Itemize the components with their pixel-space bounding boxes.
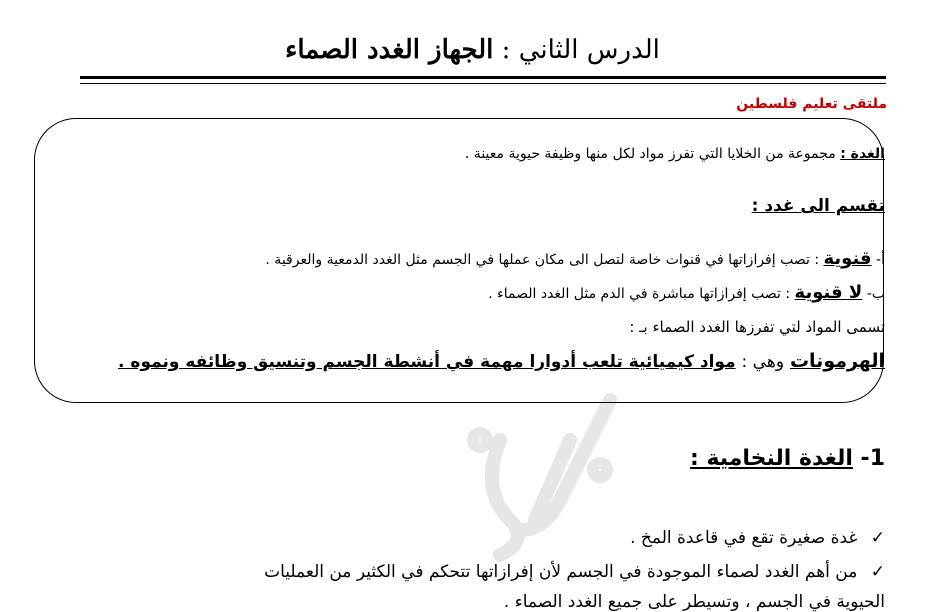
type-a-marker: أ- bbox=[876, 252, 885, 268]
hormone-definition bbox=[118, 350, 885, 372]
bullet-2-continuation: الحيوية في الجسم ، وتسيطر على جميع الغدد الصماء . bbox=[503, 592, 885, 612]
page-title bbox=[0, 30, 945, 70]
watermark-logo bbox=[440, 380, 640, 570]
check-icon: ✓ bbox=[870, 562, 885, 582]
section-number: 1- bbox=[860, 446, 885, 471]
title-main: الجهاز الغدد الصماء bbox=[285, 35, 494, 65]
gland-term: الغدة : bbox=[840, 146, 885, 162]
bullet-2 bbox=[264, 562, 885, 582]
title-prefix: الدرس الثاني : bbox=[501, 35, 660, 65]
divide-heading: تقسم الى غدد : bbox=[751, 196, 885, 216]
check-icon: ✓ bbox=[870, 528, 885, 548]
type-b-line bbox=[488, 282, 885, 303]
bullet-1 bbox=[630, 528, 885, 548]
hormone-term: الهرمونات bbox=[789, 350, 885, 372]
site-name: ملتقى تعليم فلسطين bbox=[736, 96, 887, 112]
hormone-conj: وهي : bbox=[741, 352, 785, 372]
section-title: الغدة النخامية : bbox=[690, 446, 853, 471]
hormone-def-text: مواد كيميائية تلعب أدوارا مهمة في أنشطة الجسم وتنسيق وظائفه ونموه . bbox=[118, 352, 736, 372]
type-a-text: : تصب إفرازاتها في قنوات خاصة لتصل الى مكان عملها في الجسم مثل الغدد الدمعية والعرقية . bbox=[265, 252, 820, 268]
title-rule-thin bbox=[80, 83, 886, 84]
bullet-1-text: غدة صغيرة تقع في قاعدة المخ . bbox=[630, 528, 858, 548]
gland-definition-text: مجموعة من الخلايا التي تفرز مواد لكل منها وظيفة حيوية معينة . bbox=[464, 146, 836, 162]
type-b-label: لا قنوية bbox=[794, 282, 863, 303]
type-b-marker: ب- bbox=[866, 286, 885, 302]
gland-definition bbox=[465, 146, 885, 162]
type-b-text: : تصب إفرازاتها مباشرة في الدم مثل الغدد الصماء . bbox=[488, 286, 791, 302]
bullet-2-text: من أهم الغدد لصماء الموجودة في الجسم لأن إفرازاتها تتحكم في الكثير من العمليات bbox=[264, 562, 858, 582]
title-rule-thick bbox=[80, 76, 886, 79]
section-1-heading bbox=[690, 446, 885, 471]
hormone-intro: تسمى المواد لتي تفرزها الغدد الصماء بـ : bbox=[629, 318, 885, 336]
type-a-label: قنوية bbox=[823, 248, 872, 269]
type-a-line bbox=[265, 248, 885, 269]
